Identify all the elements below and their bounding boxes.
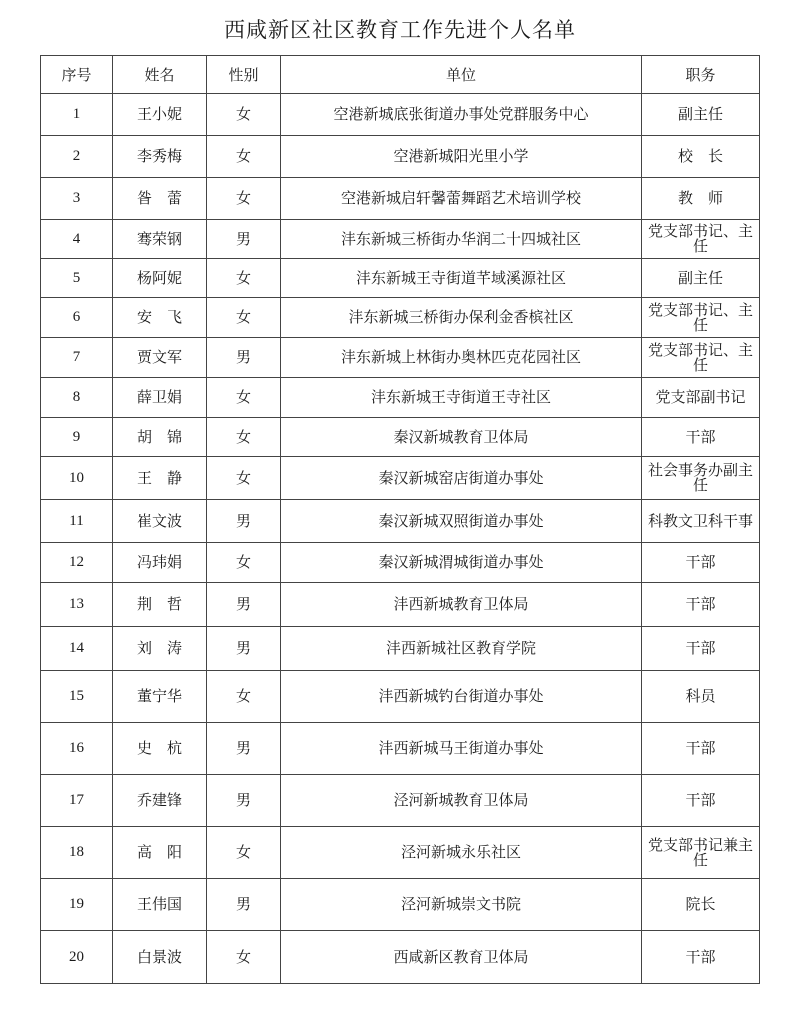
cell-position: 党支部书记兼主任 bbox=[642, 827, 760, 879]
cell-name: 薛卫娟 bbox=[113, 378, 207, 418]
cell-no: 10 bbox=[41, 457, 113, 500]
cell-name: 崔文波 bbox=[113, 500, 207, 543]
cell-name: 胡 锦 bbox=[113, 418, 207, 457]
cell-gender: 女 bbox=[207, 931, 281, 984]
table-row bbox=[41, 259, 760, 298]
cell-name: 杨阿妮 bbox=[113, 259, 207, 298]
cell-gender: 女 bbox=[207, 418, 281, 457]
table-row bbox=[41, 338, 760, 378]
cell-unit: 泾河新城教育卫体局 bbox=[281, 775, 642, 827]
cell-unit: 泾河新城崇文书院 bbox=[281, 879, 642, 931]
cell-gender: 女 bbox=[207, 457, 281, 500]
cell-no: 20 bbox=[41, 931, 113, 984]
cell-position: 教 师 bbox=[642, 178, 760, 220]
cell-position: 干部 bbox=[642, 931, 760, 984]
cell-gender: 女 bbox=[207, 259, 281, 298]
table-row bbox=[41, 500, 760, 543]
cell-gender: 女 bbox=[207, 178, 281, 220]
cell-name: 史 杭 bbox=[113, 723, 207, 775]
cell-unit: 秦汉新城教育卫体局 bbox=[281, 418, 642, 457]
cell-unit: 沣东新城王寺街道芊域溪源社区 bbox=[281, 259, 642, 298]
cell-unit: 沣东新城上林街办奥林匹克花园社区 bbox=[281, 338, 642, 378]
cell-gender: 女 bbox=[207, 827, 281, 879]
cell-gender: 女 bbox=[207, 94, 281, 136]
cell-no: 6 bbox=[41, 298, 113, 338]
roster-table bbox=[40, 55, 760, 984]
cell-name: 昝 蕾 bbox=[113, 178, 207, 220]
cell-position: 科员 bbox=[642, 671, 760, 723]
cell-gender: 男 bbox=[207, 220, 281, 259]
cell-no: 15 bbox=[41, 671, 113, 723]
cell-no: 11 bbox=[41, 500, 113, 543]
cell-no: 4 bbox=[41, 220, 113, 259]
roster-body bbox=[41, 94, 760, 984]
cell-position: 干部 bbox=[642, 418, 760, 457]
cell-position: 党支部书记、主任 bbox=[642, 220, 760, 259]
cell-no: 1 bbox=[41, 94, 113, 136]
table-row bbox=[41, 418, 760, 457]
cell-no: 5 bbox=[41, 259, 113, 298]
cell-gender: 男 bbox=[207, 583, 281, 627]
cell-no: 14 bbox=[41, 627, 113, 671]
cell-gender: 男 bbox=[207, 775, 281, 827]
table-row bbox=[41, 457, 760, 500]
cell-no: 13 bbox=[41, 583, 113, 627]
cell-gender: 女 bbox=[207, 298, 281, 338]
cell-position: 干部 bbox=[642, 723, 760, 775]
cell-no: 19 bbox=[41, 879, 113, 931]
header-row bbox=[41, 56, 760, 94]
cell-no: 8 bbox=[41, 378, 113, 418]
table-row bbox=[41, 378, 760, 418]
table-row bbox=[41, 220, 760, 259]
table-row bbox=[41, 178, 760, 220]
cell-unit: 秦汉新城渭城街道办事处 bbox=[281, 543, 642, 583]
cell-unit: 空港新城启轩馨蕾舞蹈艺术培训学校 bbox=[281, 178, 642, 220]
cell-unit: 沣西新城钓台街道办事处 bbox=[281, 671, 642, 723]
cell-name: 贾文军 bbox=[113, 338, 207, 378]
table-row bbox=[41, 775, 760, 827]
cell-unit: 沣东新城三桥街办保利金香槟社区 bbox=[281, 298, 642, 338]
cell-name: 冯玮娟 bbox=[113, 543, 207, 583]
cell-name: 刘 涛 bbox=[113, 627, 207, 671]
cell-position: 党支部书记、主任 bbox=[642, 338, 760, 378]
cell-no: 2 bbox=[41, 136, 113, 178]
cell-position: 社会事务办副主任 bbox=[642, 457, 760, 500]
cell-gender: 男 bbox=[207, 500, 281, 543]
cell-no: 12 bbox=[41, 543, 113, 583]
cell-name: 王 静 bbox=[113, 457, 207, 500]
cell-name: 王伟国 bbox=[113, 879, 207, 931]
cell-unit: 沣西新城教育卫体局 bbox=[281, 583, 642, 627]
cell-gender: 男 bbox=[207, 723, 281, 775]
cell-unit: 空港新城阳光里小学 bbox=[281, 136, 642, 178]
page-title: 西咸新区社区教育工作先进个人名单 bbox=[224, 18, 576, 42]
table-row bbox=[41, 94, 760, 136]
cell-gender: 女 bbox=[207, 671, 281, 723]
table-row bbox=[41, 583, 760, 627]
cell-unit: 秦汉新城双照街道办事处 bbox=[281, 500, 642, 543]
header-cell-unit: 单位 bbox=[281, 56, 642, 94]
cell-unit: 西咸新区教育卫体局 bbox=[281, 931, 642, 984]
cell-gender: 女 bbox=[207, 136, 281, 178]
table-row bbox=[41, 543, 760, 583]
cell-gender: 女 bbox=[207, 378, 281, 418]
table-row bbox=[41, 627, 760, 671]
header-cell-position: 职务 bbox=[642, 56, 760, 94]
cell-position: 党支部书记、主任 bbox=[642, 298, 760, 338]
cell-name: 李秀梅 bbox=[113, 136, 207, 178]
cell-no: 7 bbox=[41, 338, 113, 378]
cell-unit: 沣东新城王寺街道王寺社区 bbox=[281, 378, 642, 418]
cell-position: 副主任 bbox=[642, 94, 760, 136]
header-cell-gender: 性别 bbox=[207, 56, 281, 94]
cell-unit: 秦汉新城窑店街道办事处 bbox=[281, 457, 642, 500]
cell-unit: 沣西新城社区教育学院 bbox=[281, 627, 642, 671]
cell-name: 乔建锋 bbox=[113, 775, 207, 827]
cell-position: 副主任 bbox=[642, 259, 760, 298]
table-row bbox=[41, 879, 760, 931]
cell-position: 科教文卫科干事 bbox=[642, 500, 760, 543]
table-row bbox=[41, 671, 760, 723]
cell-position: 党支部副书记 bbox=[642, 378, 760, 418]
cell-unit: 空港新城底张街道办事处党群服务中心 bbox=[281, 94, 642, 136]
table-row bbox=[41, 136, 760, 178]
cell-name: 王小妮 bbox=[113, 94, 207, 136]
cell-position: 干部 bbox=[642, 583, 760, 627]
cell-no: 17 bbox=[41, 775, 113, 827]
cell-name: 高 阳 bbox=[113, 827, 207, 879]
cell-name: 荆 哲 bbox=[113, 583, 207, 627]
cell-no: 18 bbox=[41, 827, 113, 879]
table-row bbox=[41, 931, 760, 984]
cell-position: 校 长 bbox=[642, 136, 760, 178]
cell-no: 3 bbox=[41, 178, 113, 220]
table-row bbox=[41, 827, 760, 879]
table-row bbox=[41, 723, 760, 775]
cell-no: 16 bbox=[41, 723, 113, 775]
cell-unit: 沣西新城马王街道办事处 bbox=[281, 723, 642, 775]
cell-gender: 女 bbox=[207, 543, 281, 583]
header-cell-name: 姓名 bbox=[113, 56, 207, 94]
cell-position: 干部 bbox=[642, 775, 760, 827]
cell-unit: 沣东新城三桥街办华润二十四城社区 bbox=[281, 220, 642, 259]
cell-gender: 男 bbox=[207, 338, 281, 378]
cell-unit: 泾河新城永乐社区 bbox=[281, 827, 642, 879]
cell-name: 骞荣钢 bbox=[113, 220, 207, 259]
cell-name: 白景波 bbox=[113, 931, 207, 984]
cell-position: 干部 bbox=[642, 543, 760, 583]
cell-position: 院长 bbox=[642, 879, 760, 931]
cell-gender: 男 bbox=[207, 879, 281, 931]
cell-position: 干部 bbox=[642, 627, 760, 671]
cell-gender: 男 bbox=[207, 627, 281, 671]
header-cell-no: 序号 bbox=[41, 56, 113, 94]
cell-no: 9 bbox=[41, 418, 113, 457]
cell-name: 董宁华 bbox=[113, 671, 207, 723]
table-row bbox=[41, 298, 760, 338]
cell-name: 安 飞 bbox=[113, 298, 207, 338]
